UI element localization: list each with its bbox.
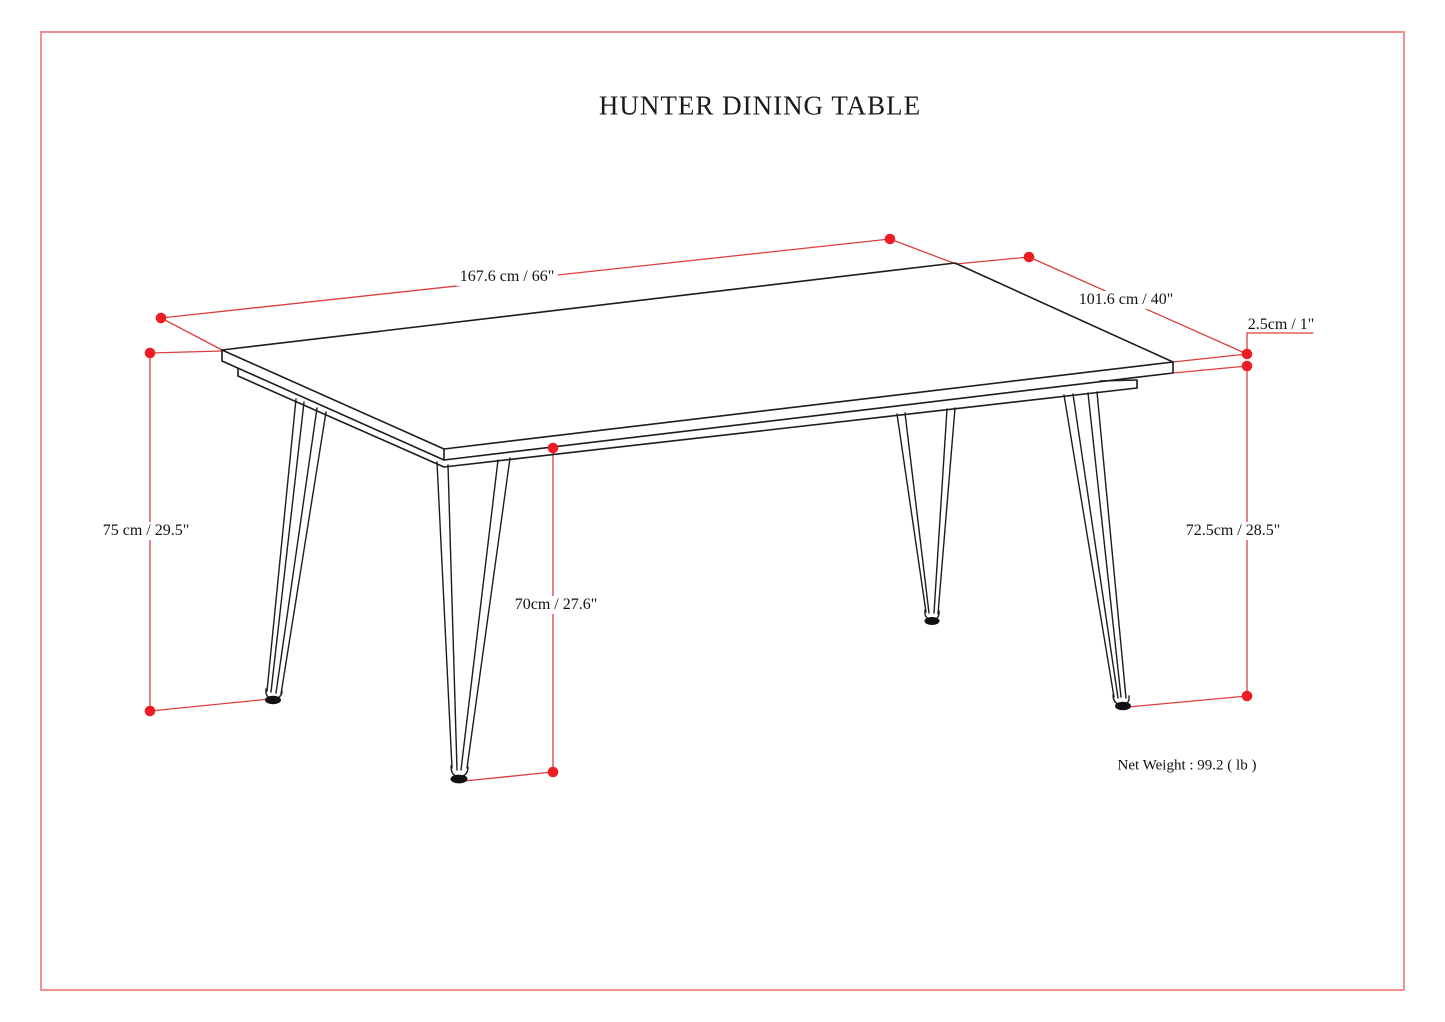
table-outline	[222, 263, 1173, 467]
dimension-label-overall-height: 75 cm / 29.5"	[100, 522, 193, 540]
net-weight-label: Net Weight : 99.2 ( lb )	[1117, 757, 1257, 774]
dimension-label-width: 101.6 cm / 40"	[1076, 291, 1177, 309]
dimension-label-leg-height: 70cm / 27.6"	[512, 596, 601, 614]
dimension-label-underside-height: 72.5cm / 28.5"	[1183, 522, 1284, 540]
table-legs	[266, 392, 1129, 777]
leg-feet	[265, 617, 1131, 783]
dimension-label-thickness: 2.5cm / 1"	[1247, 316, 1315, 333]
page-title: HUNTER DINING TABLE	[598, 90, 922, 121]
dimension-lines	[150, 239, 1313, 781]
dimension-label-length: 167.6 cm / 66"	[457, 268, 558, 286]
